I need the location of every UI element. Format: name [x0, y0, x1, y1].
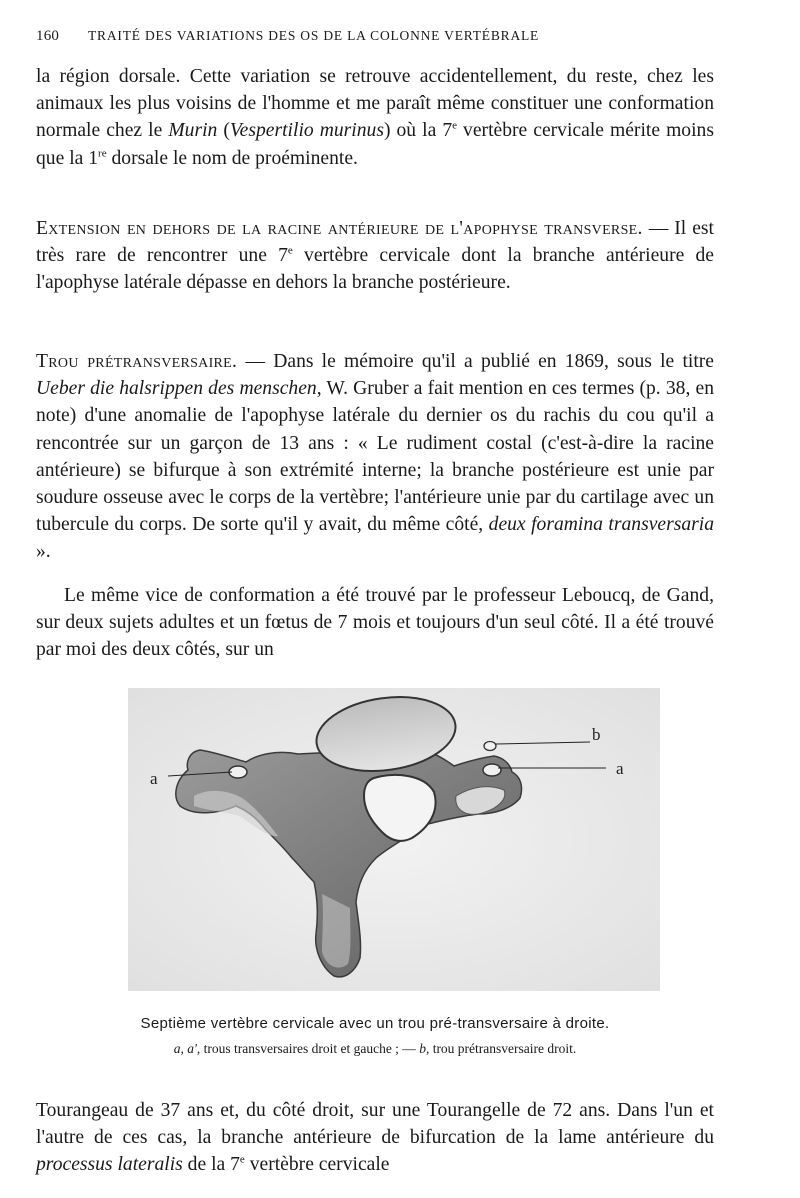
paragraph-trou-pretransversaire: Trou prétransversaire. — Dans le mémoire qu'il a publié en 1869, sous le titre Ueber die halsrippen des menschen, W. Gruber a fait mention en ces termes (p. 38, en note) d'une anomalie de l'apophyse latérale du dernier os du rachis du cou qu'il a rencontrée sur un garçon de 13 ans : « Le rudiment costal (c'est-à-dire la racine antérieure) se bifurque à son extrémité interne; la branche postérieure est unie par soudure osseuse avec le corps de la vertèbre; l'antérieure unie par du cartilage avec un tubercule du corps. De sorte qu'il y avait, du même côté, deux foramina transversaria ».	[36, 351, 714, 563]
label-a-left: a	[150, 769, 158, 788]
paragraph-tourangeau: Tourangeau de 37 ans et, du côté droit, sur une Tourangelle de 72 ans. Dans l'un et l'autre de ces cas, la branche antérieure de bifurcation de la lame antérieure du processus lateralis de la 7e vertèbre cervicale	[36, 1100, 714, 1176]
paragraph-lebouq: Le même vice de conformation a été trouvé par le professeur Leboucq, de Gand, sur deux sujets adultes et un fœtus de 7 mois et toujours d'un seul côté. Il a été trouvé par moi des deux côtés, sur un	[36, 585, 714, 661]
pretransverse-foramen	[484, 742, 496, 751]
figure-caption-legend: a, a', trous transversaires droit et gauche ; — b, trou prétransversaire droit.	[173, 1041, 577, 1056]
label-b: b	[592, 725, 601, 744]
vertebra-illustration	[128, 688, 660, 991]
paragraph-murin: la région dorsale. Cette variation se retrouve accidentellement, du reste, chez les animaux les plus voisins de l'homme et me paraît même constituer une conformation normale chez le Murin (Vespertilio murinus) où la 7e vertèbre cervicale mérite moins que la 1re dorsale le nom de proéminente.	[36, 66, 714, 169]
page-number: 160	[36, 28, 60, 44]
paragraph-extension: Extension en dehors de la racine antérieure de l'apophyse transverse. — Il est très rare de rencontrer une 7e vertèbre cervicale dont la branche antérieure de l'apophyse latérale dépasse en dehors la branche postérieure.	[36, 218, 715, 294]
figure-vertebra	[128, 688, 660, 991]
section-heading-trou: Trou prétransversaire.	[36, 351, 238, 372]
figure-caption-title: Septième vertèbre cervicale avec un trou pré-transversaire à droite.	[140, 1015, 610, 1032]
label-a-right: a	[616, 759, 624, 778]
transverse-foramen-right	[483, 764, 501, 776]
running-head	[36, 28, 714, 45]
running-title: TRAITÉ DES VARIATIONS DES OS DE LA COLONNE VERTÉBRALE	[88, 28, 540, 43]
section-heading-extension: Extension en dehors de la racine antérieure de l'apophyse transverse.	[36, 218, 643, 239]
